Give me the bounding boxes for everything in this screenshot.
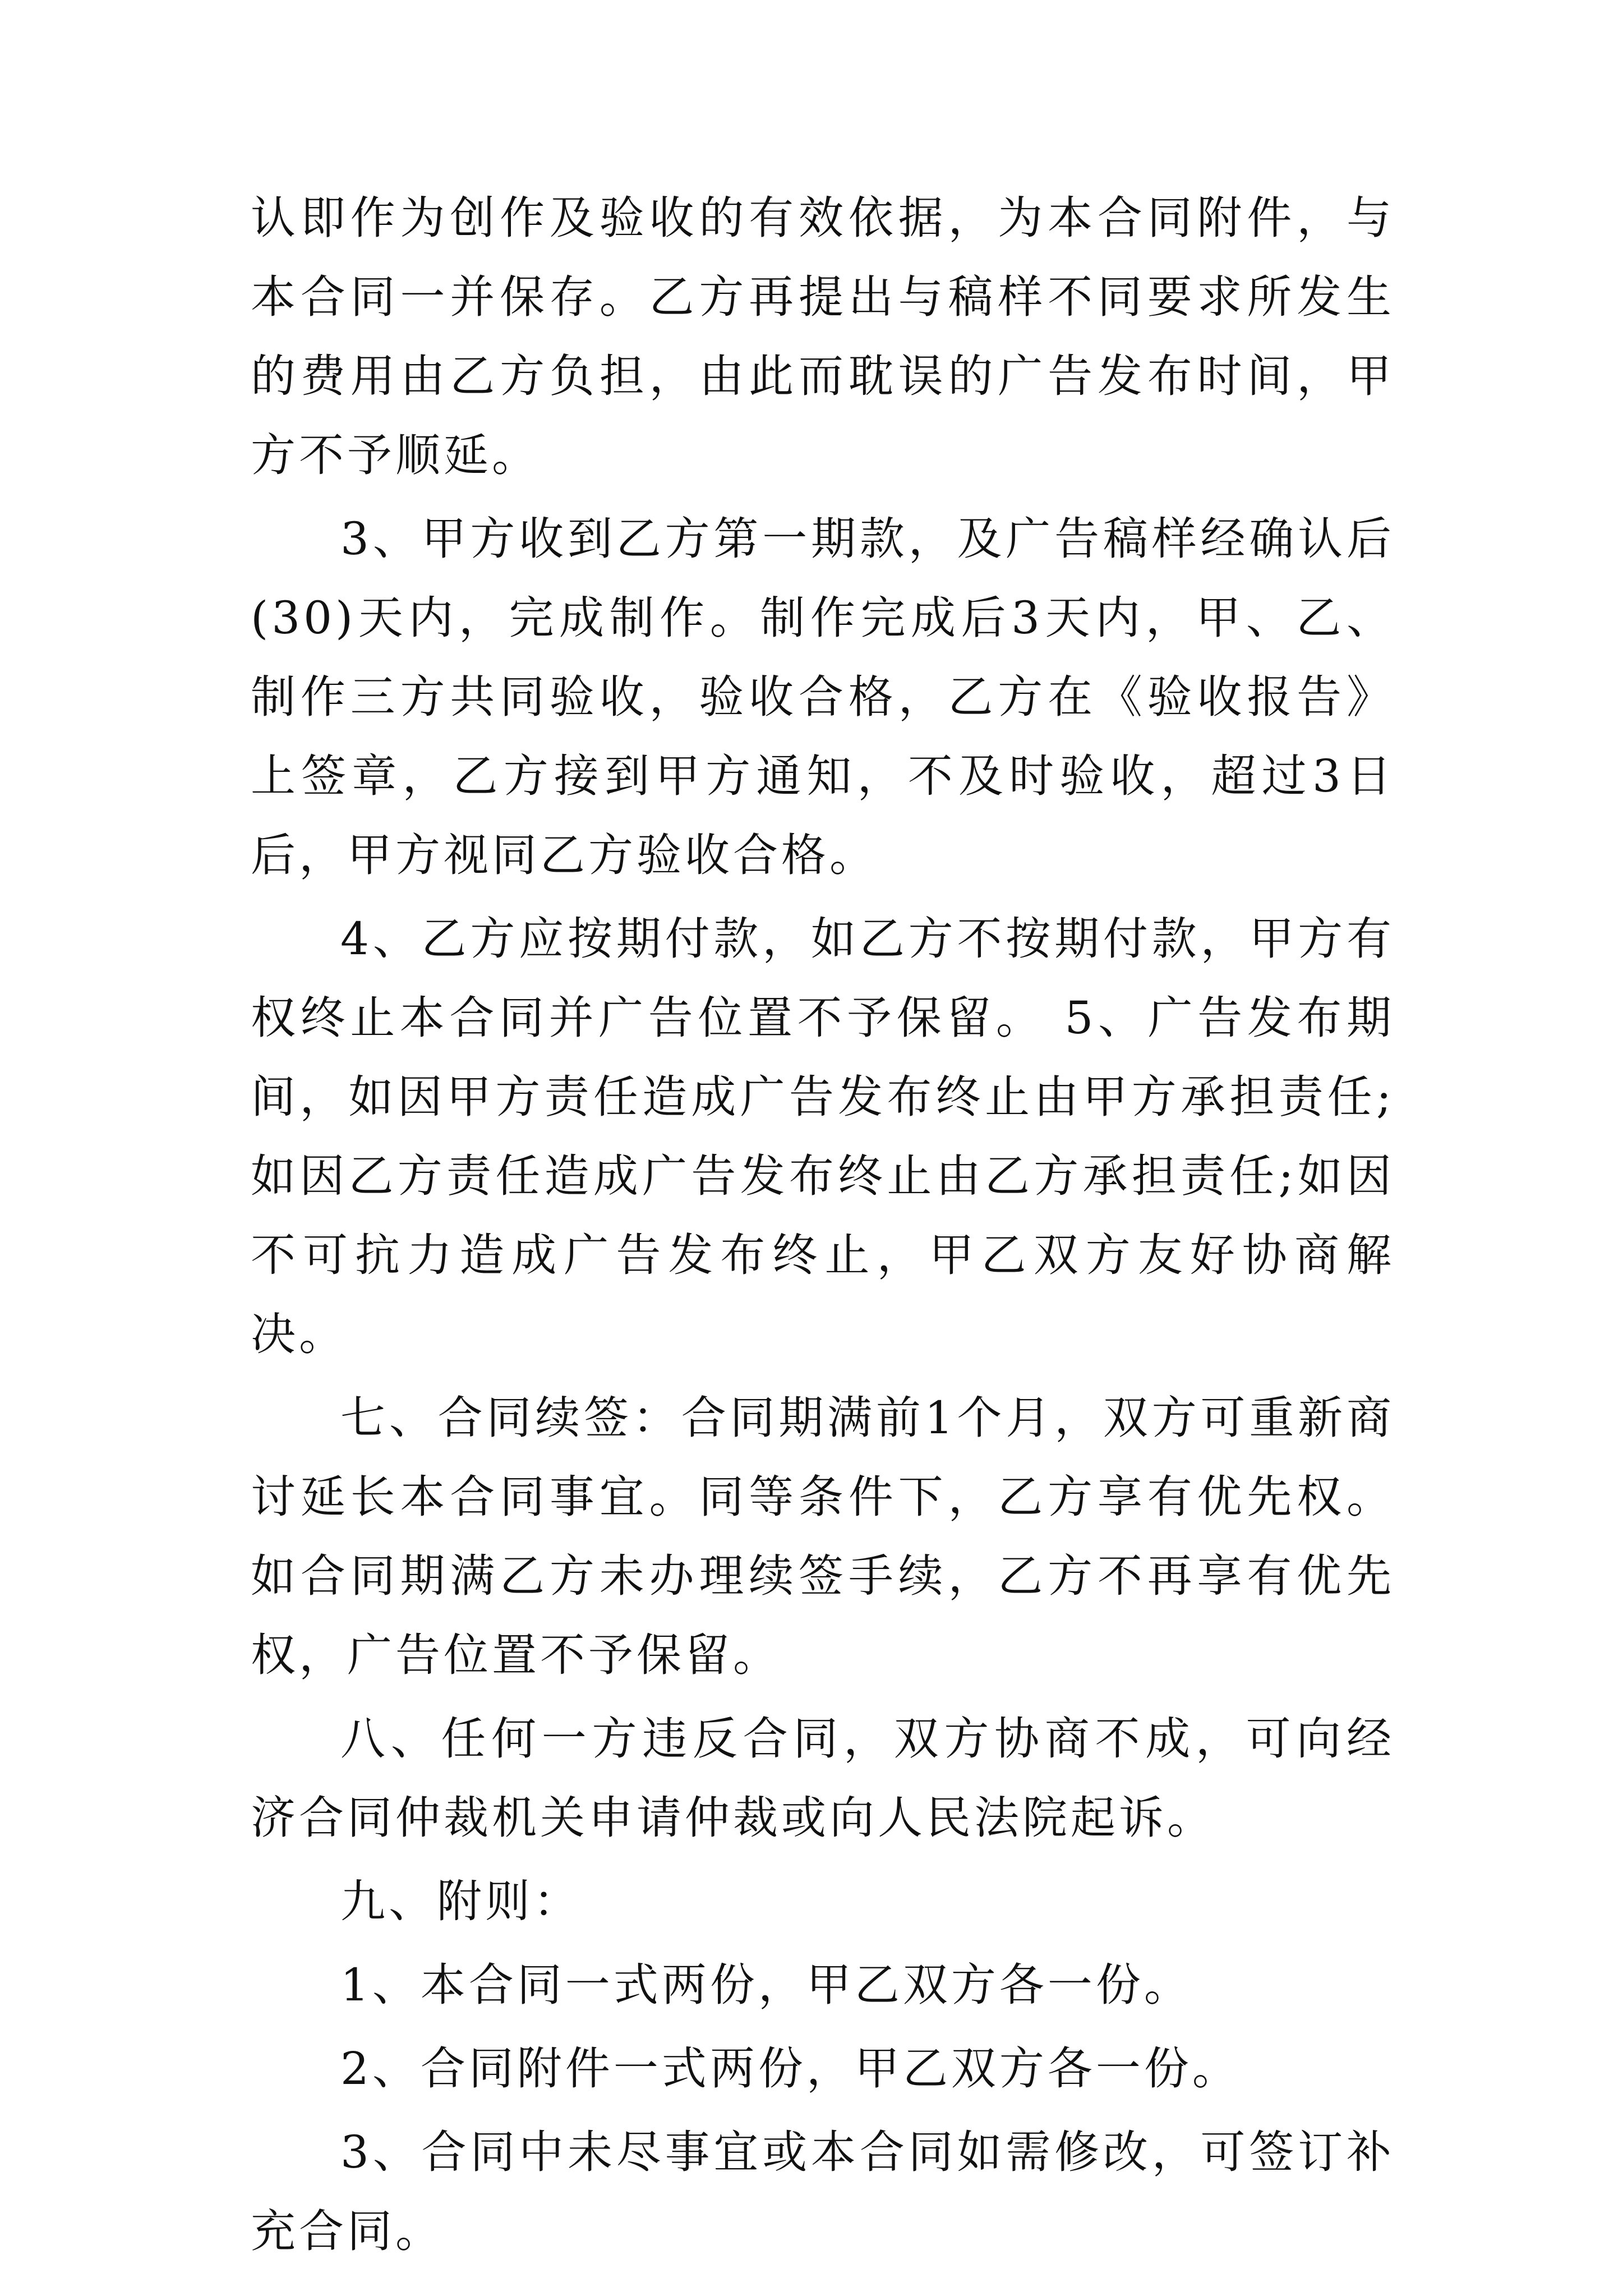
paragraph-appendix-3: 3、合同中未尽事宜或本合同如需修改，可签订补充合同。 [251,2126,1395,2257]
paragraph-clause-4-5: 4、乙方应按期付款，如乙方不按期付款，甲方有权终止本合同并广告位置不予保留。 5、广告发布期间，如因甲方责任造成广告发布终止由甲方承担责任;如因乙方责任造成广告发布终止由乙方承担责任;如因不可抗力造成广告发布终止，甲乙双方友好协商解决。 [251,913,1395,1360]
paragraph-appendix-1: 1、本合同一式两份，甲乙双方各一份。 [340,1959,1192,2011]
paragraph-section-9-heading: 九、附则： [340,1875,582,1927]
paragraph-continuation: 认即作为创作及验收的有效依据，为本合同附件，与本合同一并保存。乙方再提出与稿样不同要求所发生的费用由乙方负担，由此而耽误的广告发布时间，甲方不予顺延。 [251,192,1395,481]
paragraph-appendix-2: 2、合同附件一式两份，甲乙双方各一份。 [340,2042,1241,2095]
paragraph-section-8: 八、任何一方违反合同，双方协商不成，可向经济合同仲裁机关申请仲裁或向人民法院起诉。 [251,1713,1395,1844]
document-body [251,178,1395,2275]
paragraph-section-7: 七、合同续签：合同期满前1个月，双方可重新商讨延长本合同事宜。同等条件下，乙方享有优先权。如合同期满乙方未办理续签手续，乙方不再享有优先权，广告位置不予保留。 [251,1392,1395,1681]
paragraph-clause-3: 3、甲方收到乙方第一期款，及广告稿样经确认后(30)天内，完成制作。制作完成后3天内，甲、乙、制作三方共同验收，验收合格，乙方在《验收报告》上签章，乙方接到甲方通知，不及时验收，超过3日后，甲方视同乙方验收合格。 [251,513,1395,881]
